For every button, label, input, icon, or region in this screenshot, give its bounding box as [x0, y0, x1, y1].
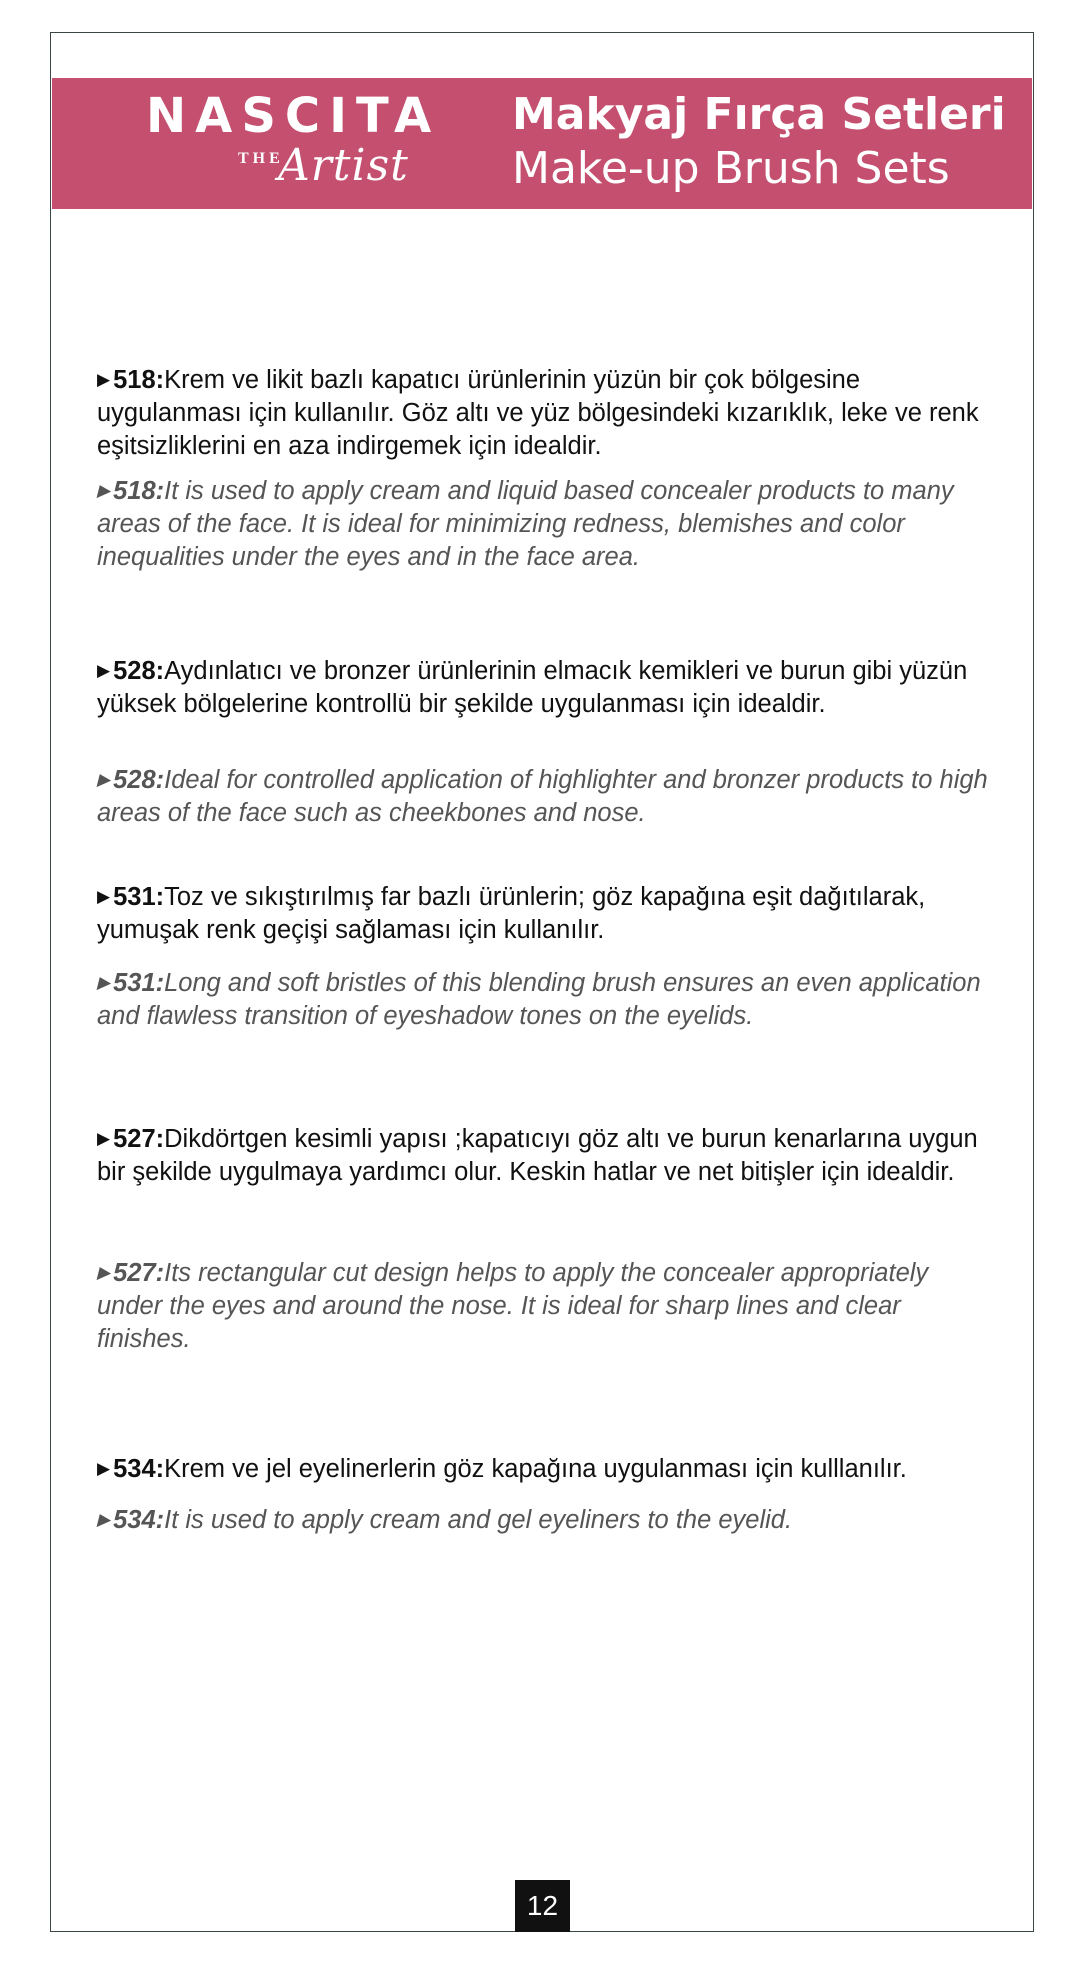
entry-text: It is used to apply cream and gel eyeliners to the eyelid.: [164, 1506, 793, 1534]
brand-the: THE: [238, 150, 284, 167]
entry-text: Aydınlatıcı ve bronzer ürünlerinin elmacık kemikleri ve burun gibi yüzün yüksek bölgelerine kontrollü bir şekilde uygulanması için idealdir.: [97, 657, 968, 718]
entry-text: Long and soft bristles of this blending brush ensures an even application and flawless transition of eyeshadow tones on the eyelids.: [97, 969, 981, 1030]
entry-text: Dikdörtgen kesimli yapısı ;kapatıcıyı göz altı ve burun kenarlarına uygun bir şekilde uygulmaya yardımcı olur. Keskin hatlar ve net bitişler için idealdir.: [97, 1125, 978, 1186]
triangle-right-icon: ▶: [97, 370, 111, 389]
triangle-right-icon: ▶: [97, 887, 111, 906]
product-code: 527:: [113, 1125, 165, 1153]
entry-527-en: [97, 1256, 997, 1356]
product-code: 528:: [113, 766, 165, 794]
product-code: 527:: [113, 1259, 165, 1287]
entry-528-en: [97, 763, 997, 830]
triangle-right-icon: ▶: [97, 973, 111, 992]
product-code: 518:: [113, 366, 165, 394]
entry-text: Krem ve jel eyelinerlerin göz kapağına uygulanması için kulllanılır.: [164, 1455, 907, 1483]
entry-527-tr: [97, 1122, 997, 1189]
page-title-en: Make-up Brush Sets: [512, 143, 950, 194]
triangle-right-icon: ▶: [97, 770, 111, 789]
product-code: 531:: [113, 883, 165, 911]
triangle-right-icon: ▶: [97, 1510, 111, 1529]
product-code: 534:: [113, 1455, 165, 1483]
triangle-right-icon: ▶: [97, 1129, 111, 1148]
triangle-right-icon: ▶: [97, 1459, 111, 1478]
entry-text: It is used to apply cream and liquid based concealer products to many areas of the face. It is ideal for minimizing redness, blemishes and color inequalities under the eyes and in the face area.: [97, 477, 954, 571]
page-title-tr: Makyaj Fırça Setleri: [512, 89, 1006, 140]
entry-518-tr: [97, 363, 997, 463]
entry-text: Toz ve sıkıştırılmış far bazlı ürünlerin; göz kapağına eşit dağıtılarak, yumuşak renk geçişi sağlaması için kullanılır.: [97, 883, 926, 944]
triangle-right-icon: ▶: [97, 481, 111, 500]
brand-logo: [146, 88, 446, 203]
page-number: 12: [515, 1880, 570, 1932]
triangle-right-icon: ▶: [97, 1263, 111, 1282]
triangle-right-icon: ▶: [97, 661, 111, 680]
entry-518-en: [97, 474, 997, 574]
entry-text: Krem ve likit bazlı kapatıcı ürünlerinin yüzün bir çok bölgesine uygulanması için kullanılır. Göz altı ve yüz bölgesindeki kızarıklık, leke ve renk eşitsizliklerini en aza indirgemek için idealdir.: [97, 366, 979, 460]
product-code: 531:: [113, 969, 165, 997]
entry-531-en: [97, 966, 997, 1033]
brand-name: NASCITA: [146, 88, 441, 144]
header-titles: [512, 88, 1006, 196]
entry-534-tr: [97, 1452, 997, 1486]
entry-text: Its rectangular cut design helps to apply the concealer appropriately under the eyes and around the nose. It is ideal for sharp lines and clear finishes.: [97, 1259, 929, 1353]
product-code: 528:: [113, 657, 165, 685]
entry-531-tr: [97, 880, 997, 947]
product-code: 518:: [113, 477, 165, 505]
product-code: 534:: [113, 1506, 165, 1534]
entry-528-tr: [97, 654, 997, 721]
brand-artist: Artist: [278, 140, 409, 191]
entry-534-en: [97, 1503, 997, 1537]
entry-text: Ideal for controlled application of highlighter and bronzer products to high areas of the face such as cheekbones and nose.: [97, 766, 988, 827]
